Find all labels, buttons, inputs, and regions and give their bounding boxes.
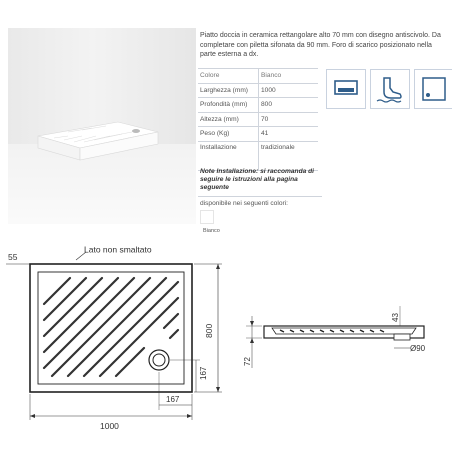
dim-1000: 1000 — [100, 421, 119, 431]
spec-row — [198, 127, 318, 142]
label-lato-non-smaltato: Lato non smaltato — [84, 244, 152, 255]
foot-antislip-icon — [370, 69, 410, 109]
product-description: Piatto doccia in ceramica rettangolare alto 70 mm con disegno antiscivolo. Da completare con piletta sifonata da 90 mm. Foro di scarico posizionato nella parte esterna a dx. — [200, 32, 441, 58]
spec-label: Profondità (mm) — [198, 98, 259, 113]
availability-label: disponibile nei seguenti colori: — [200, 200, 288, 207]
dim-72: 72 — [243, 357, 252, 366]
drain-inner — [153, 354, 165, 366]
section-view — [264, 326, 424, 340]
spec-value: 1000 — [259, 83, 319, 98]
spec-label: Larghezza (mm) — [198, 83, 259, 98]
product-photo — [8, 28, 196, 224]
spec-value: 41 — [259, 127, 319, 142]
spec-value: tradizionale — [259, 141, 319, 170]
dim-800: 800 — [204, 323, 214, 338]
shower-tray-render — [8, 28, 196, 224]
technical-drawing — [0, 244, 452, 452]
spec-row — [198, 98, 318, 113]
spec-row — [198, 141, 318, 170]
installation-note: Note Installazione: si raccomanda di seguire le istruzioni alla pagina seguente — [200, 168, 314, 192]
dim-drain-diameter: Ø90 — [410, 344, 426, 353]
spec-label: Altezza (mm) — [198, 112, 259, 127]
divider — [198, 196, 322, 197]
drain-position-icon — [414, 69, 452, 109]
dim-drain-x: 167 — [166, 395, 180, 404]
spec-row — [198, 112, 318, 127]
spec-table — [198, 68, 318, 171]
dim-drain-y: 167 — [199, 366, 208, 380]
color-swatch-bianco[interactable] — [200, 210, 214, 224]
spec-label: Peso (Kg) — [198, 127, 259, 142]
spec-label: Installazione — [198, 141, 259, 170]
spec-row — [198, 83, 318, 98]
spec-row — [198, 69, 318, 84]
color-name: Bianco — [203, 228, 220, 234]
dim-43: 43 — [391, 313, 400, 322]
leader-line — [76, 252, 86, 260]
spec-value: 70 — [259, 112, 319, 127]
shower-tray-flush-icon — [326, 69, 366, 109]
spec-label: Colore — [198, 69, 259, 84]
spec-value: Bianco — [259, 69, 319, 84]
dim-55: 55 — [8, 252, 18, 262]
spec-value: 800 — [259, 98, 319, 113]
